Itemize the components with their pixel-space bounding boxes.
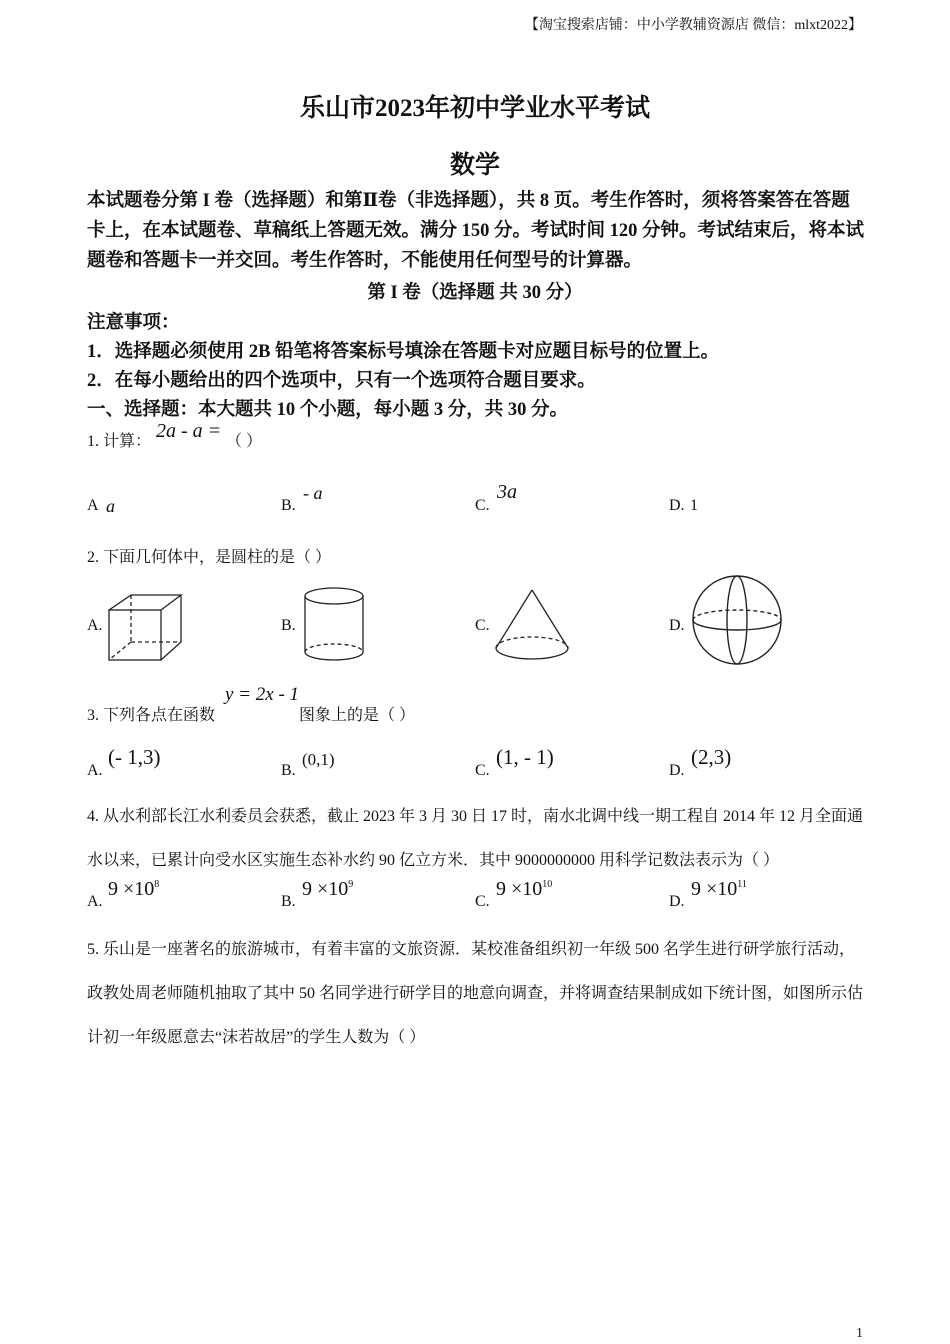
q3-option-b-label: B. (281, 762, 296, 779)
q4-option-b-value: $9 \times 10^9$ (302, 878, 354, 900)
q3-option-b-value: (0,1) (302, 750, 335, 769)
q5-stem: 5. 乐山是一座著名的旅游城市，有着丰富的文旅资源．某校准备组织初一年级 500 名学生进行研学旅行活动，政教处周老师随机抽取了其中 50 名同学进行研学目的地意向调查，并将调查结果制成如下统计图，如图所示估计初一年级愿意去“沫若故居”的学生人数为（ ） (87, 941, 864, 1046)
q2-option-a-label: A. (87, 617, 103, 634)
q2-option-d-label: D. (669, 617, 685, 634)
notes-title: 注意事项： (87, 313, 180, 333)
exam-title: 乐山市2023年初中学业水平考试 (299, 95, 650, 122)
q3-option-a-value: (- 1,3) (108, 745, 161, 769)
q1-expr: 2a - a = (156, 420, 222, 442)
q4-option-c-label: C. (475, 893, 490, 910)
q1-option-b-value: - a (303, 483, 323, 503)
q3-option-a-label: A. (87, 762, 103, 779)
q3-option-c-value: (1, - 1) (496, 745, 554, 769)
q1-option-a-value: a (106, 496, 115, 516)
q4-option-c-value: $9 \times 10^{10}$ (496, 878, 553, 900)
q4-stem: 4. 从水利部长江水利委员会获悉，截止 2023 年 3 月 30 日 17 时，南水北调中线一期工程自 2014 年 12 月全面通水以来，已累计向受水区实施生态补水约 90 亿立方米．其中 9000000000 用科学记数法表示为（ ） (87, 808, 864, 869)
cube-figure (105, 592, 185, 664)
note-2: 2．在每小题给出的四个选项中，只有一个选项符合题目要求。 (87, 371, 596, 391)
page-number: 1 (856, 1326, 863, 1341)
q3-option-d-value: (2,3) (691, 745, 732, 769)
q1-paren: （ ） (226, 433, 263, 450)
q2-option-c-label: C. (475, 617, 490, 634)
q2-stem: 2. 下面几何体中，是圆柱的是（ ） (87, 549, 332, 566)
q1-option-b-label: B. (281, 497, 296, 514)
q1-option-c-value: 3a (497, 481, 517, 503)
cylinder-figure (302, 586, 366, 664)
q2-option-b-label: B. (281, 617, 296, 634)
q4-option-a-value: $9 \times 10^8$ (108, 878, 160, 900)
q4-option-d-value: $9 \times 10^{11}$ (691, 878, 747, 900)
q4-option-b-label: B. (281, 893, 296, 910)
q3-stem-before: 3. 下列各点在函数 (87, 707, 216, 724)
sphere-figure (690, 574, 784, 666)
q1-stem: 1. 计算： (87, 433, 152, 450)
part-title: 一、选择题：本大题共 10 个小题，每小题 3 分，共 30 分。 (87, 400, 569, 420)
q1-option-c-label: C. (475, 497, 490, 514)
q3-option-d-label: D. (669, 762, 685, 779)
q3-option-c-label: C. (475, 762, 490, 779)
q4-option-a-label: A. (87, 893, 103, 910)
q1-option-a-label: A (87, 497, 99, 514)
exam-intro: 本试题卷分第 I 卷（选择题）和第Ⅱ卷（非选择题），共 8 页。考生作答时，须将答案答在答题卡上，在本试题卷、草稿纸上答题无效。满分 150 分。考试时间 120 分钟。考试结束后，将本试题卷和答题卡一并交回。考生作答时，不能使用任何型号的计算器。 (87, 191, 865, 271)
q1-option-d-value: 1 (690, 497, 698, 514)
q3-stem-after: 图象上的是（ ） (299, 707, 416, 724)
section-title: 第 I 卷（选择题 共 30 分） (367, 283, 583, 303)
cone-figure (494, 588, 572, 664)
q1-option-d-label: D. (669, 497, 685, 514)
note-1: 1．选择题必须使用 2B 铅笔将答案标号填涂在答题卡对应题目标号的位置上。 (87, 342, 720, 362)
q4-option-d-label: D. (669, 893, 685, 910)
subject-title: 数学 (449, 152, 500, 179)
page-header: 【淘宝搜索店铺：中小学教辅资源店 微信：mlxt2022】 (524, 18, 862, 33)
q3-expr: y = 2x - 1 (225, 684, 300, 705)
